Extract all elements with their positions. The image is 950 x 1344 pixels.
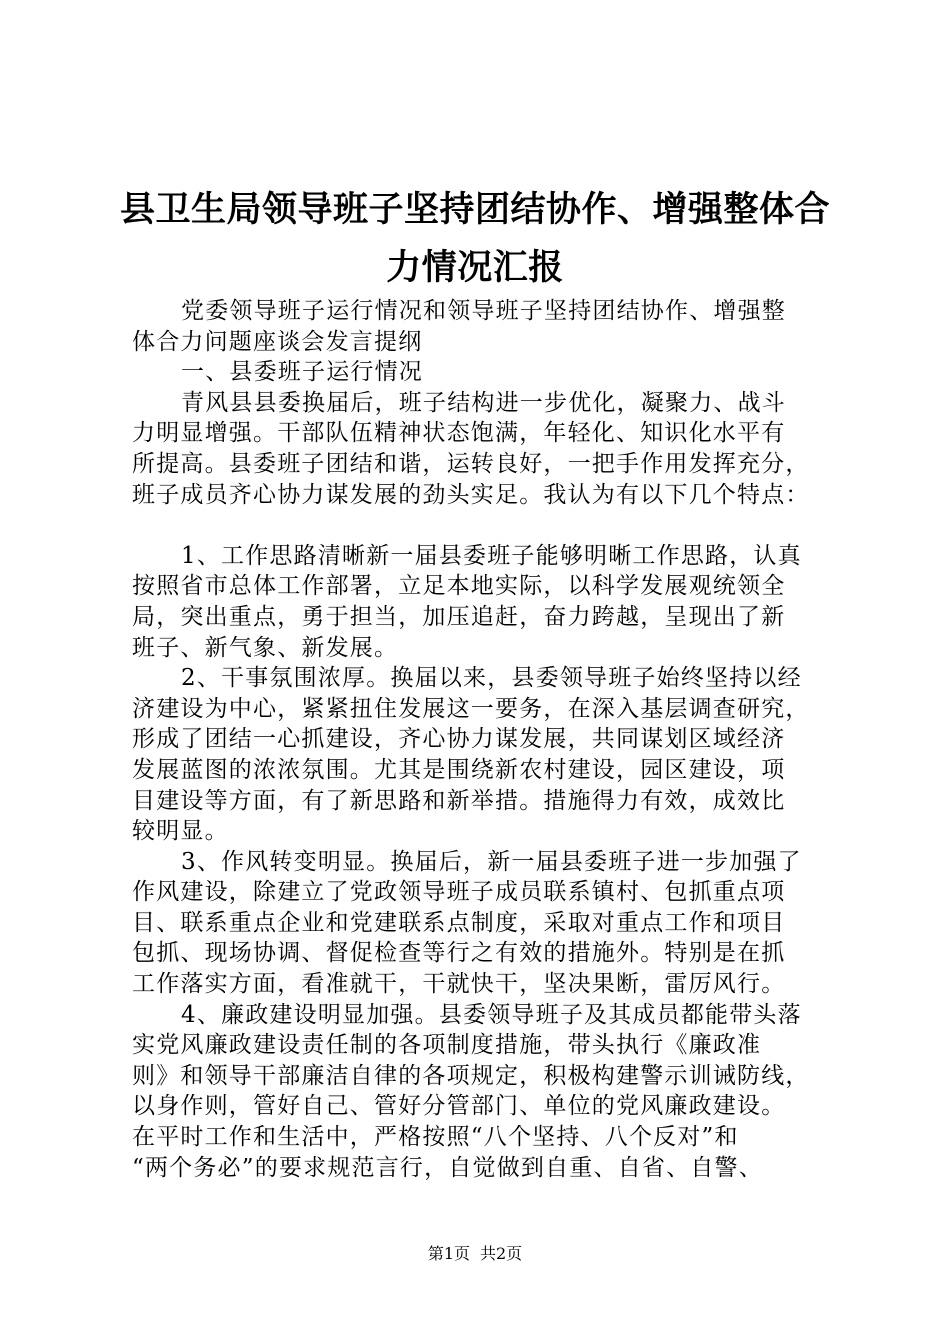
document-title-line-1: 县卫生局领导班子坚持团结协作、增强整体合	[120, 190, 831, 230]
body-line: 3、作风转变明显。换届后，新一届县委班子进一步加强了	[181, 848, 802, 875]
body-line: 2、干事氛围浓厚。换届以来，县委领导班子始终坚持以经	[181, 665, 802, 692]
document-title-line-2: 力情况汇报	[386, 248, 564, 288]
body-line: 则》和领导干部廉洁自律的各项规定，积极构建警示训诫防线，	[132, 1062, 810, 1089]
body-line: 体合力问题座谈会发言提纲	[132, 328, 423, 355]
body-line: 工作落实方面，看准就干，干就快干，坚决果断，雷厉风行。	[132, 971, 786, 998]
body-line: 在平时工作和生活中，严格按照“八个坚持、八个反对”和	[132, 1124, 739, 1151]
body-line: 作风建设，除建立了党政领导班子成员联系镇村、包抓重点项	[132, 879, 786, 906]
body-line: 青风县县委换届后，班子结构进一步优化，凝聚力、战斗	[181, 389, 786, 416]
body-line: 发展蓝图的浓浓氛围。尤其是围绕新农村建设，园区建设，项	[132, 756, 786, 783]
blank-line	[132, 510, 832, 541]
page-number-total: 共2页	[480, 1244, 523, 1263]
section-heading: 一、县委班子运行情况	[181, 359, 423, 386]
body-line: “两个务必”的要求规范言行，自觉做到自重、自省、自警、	[132, 1154, 763, 1181]
body-line: 目建设等方面，有了新思路和新举措。措施得力有效，成效比	[132, 787, 786, 814]
body-line: 以身作则，管好自己、管好分管部门、单位的党风廉政建设。	[132, 1093, 786, 1120]
body-line: 班子成员齐心协力谋发展的劲头实足。我认为有以下几个特点：	[132, 481, 810, 508]
body-line: 目、联系重点企业和党建联系点制度，采取对重点工作和项目	[132, 909, 786, 936]
body-line: 形成了团结一心抓建设，齐心协力谋发展，共同谋划区域经济	[132, 726, 786, 753]
page-number-current: 第1页	[427, 1244, 470, 1263]
document-body	[132, 296, 832, 1183]
body-line: 局，突出重点，勇于担当，加压追赶，奋力跨越，呈现出了新	[132, 603, 786, 630]
body-line: 党委领导班子运行情况和领导班子坚持团结协作、增强整	[181, 298, 786, 324]
body-line: 4、廉政建设明显加强。县委领导班子及其成员都能带头落	[181, 1001, 802, 1028]
body-line: 较明显。	[132, 818, 229, 845]
body-line: 班子、新气象、新发展。	[132, 634, 399, 661]
body-line: 所提高。县委班子团结和谐，运转良好，一把手作用发挥充分，	[132, 450, 810, 477]
body-line: 1、工作思路清晰新一届县委班子能够明晰工作思路，认真	[181, 542, 802, 569]
body-line: 力明显增强。干部队伍精神状态饱满，年轻化、知识化水平有	[132, 420, 786, 447]
body-line: 实党风廉政建设责任制的各项制度措施，带头执行《廉政准	[132, 1032, 762, 1059]
page-footer	[0, 1244, 950, 1264]
body-line: 济建设为中心，紧紧扭住发展这一要务，在深入基层调查研究，	[132, 695, 810, 722]
body-line: 包抓、现场协调、督促检查等行之有效的措施外。特别是在抓	[132, 940, 786, 967]
body-line: 按照省市总体工作部署，立足本地实际，以科学发展观统领全	[132, 573, 786, 600]
